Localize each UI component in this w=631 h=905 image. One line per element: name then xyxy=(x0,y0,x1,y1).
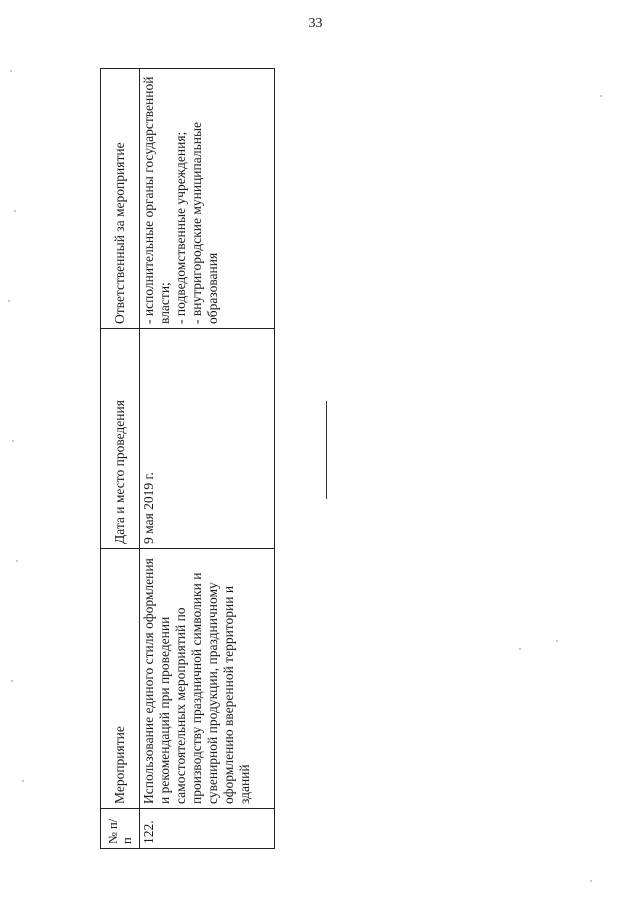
header-date: Дата и место проведения xyxy=(101,329,140,549)
events-table xyxy=(100,68,275,849)
scan-speck xyxy=(600,95,602,97)
table-header-row xyxy=(101,69,140,849)
row-event: Использование единого стиля оформления и рекомендаций при проведении самостоятельных мероприятий по производству праздничной символики и сувенирной продукции, праздничному оформлению вверенной территории и зданий xyxy=(140,549,275,809)
responsible-item: - подведомственные учреждения; xyxy=(173,131,188,324)
header-event: Мероприятие xyxy=(101,549,140,809)
table-row xyxy=(140,69,275,849)
header-responsible: Ответственный за мероприятие xyxy=(101,69,140,329)
scan-speck xyxy=(14,210,16,212)
scan-speck xyxy=(11,680,13,682)
scan-speck xyxy=(590,880,592,882)
scan-speck xyxy=(10,70,12,72)
scan-speck xyxy=(556,640,558,642)
scan-speck xyxy=(12,440,14,442)
row-date: 9 мая 2019 г. xyxy=(140,329,275,549)
scan-speck xyxy=(22,780,24,782)
scan-speck xyxy=(16,560,18,562)
row-num: 122. xyxy=(140,809,275,849)
responsible-item: - исполнительные органы государственной власти; xyxy=(141,76,172,324)
scan-speck xyxy=(8,300,10,302)
responsible-item: - внутригородские муниципальные образования xyxy=(189,121,220,324)
separator-line xyxy=(326,401,327,499)
row-responsible xyxy=(140,69,275,329)
page-number: 33 xyxy=(308,16,323,31)
rotated-table-container xyxy=(100,69,275,849)
header-num: № п/п xyxy=(101,809,140,849)
scan-speck xyxy=(519,648,521,650)
